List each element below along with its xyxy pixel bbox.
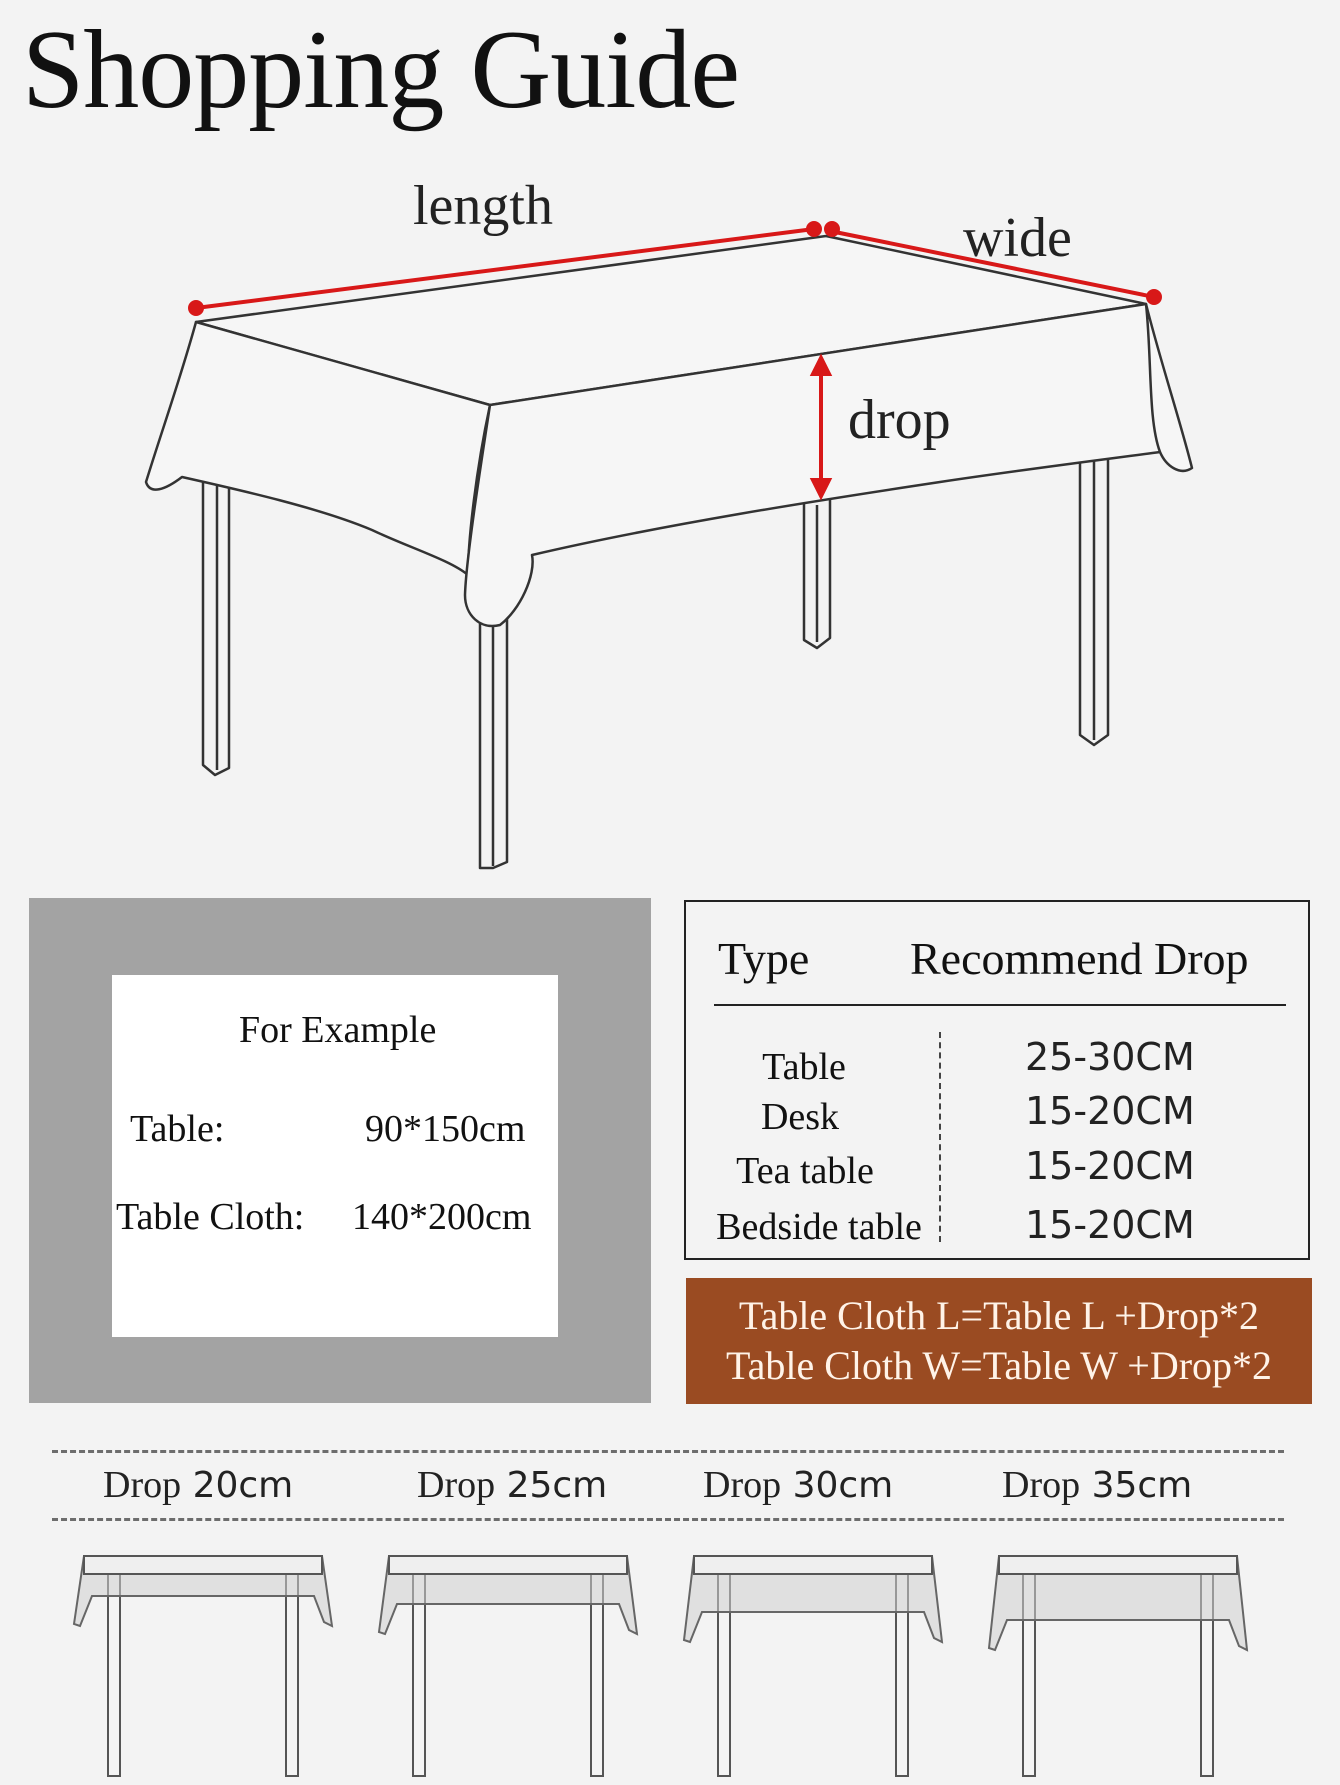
table-row-type: Desk <box>760 1096 840 1138</box>
table-top <box>84 1556 322 1574</box>
example-cloth-value: 140*200cm <box>352 1196 532 1238</box>
example-table-label: Table: <box>130 1108 225 1150</box>
table-row-type: Table <box>762 1046 846 1088</box>
table-leg <box>286 1566 298 1776</box>
table-leg <box>108 1566 120 1776</box>
length-label: length <box>413 175 553 237</box>
length-start-dot <box>190 302 202 314</box>
example-cloth-label: Table Cloth: <box>116 1196 305 1238</box>
drop-size-label <box>703 1466 893 1504</box>
example-heading: For Example <box>239 1009 437 1051</box>
page-title: Shopping Guide <box>22 8 740 132</box>
table-row-drop: 15-20CM <box>1025 1203 1195 1247</box>
wide-label: wide <box>963 207 1072 269</box>
table-top <box>389 1556 627 1574</box>
drop-size-label <box>1002 1466 1192 1504</box>
table-top <box>999 1556 1237 1574</box>
tablecloth-diagram <box>0 0 1340 880</box>
drop-word: Drop <box>1002 1464 1081 1506</box>
example-table-value: 90*150cm <box>365 1108 526 1150</box>
drop-size: 30cm <box>792 1465 894 1506</box>
table-row-type: Tea table <box>736 1150 874 1192</box>
drop-size: 25cm <box>506 1465 608 1506</box>
dashed-divider <box>52 1450 1284 1453</box>
wide-end-dot <box>1148 291 1160 303</box>
wide-start-dot <box>826 223 838 235</box>
table-row-drop: 25-30CM <box>1025 1035 1195 1079</box>
table-row-drop: 15-20CM <box>1025 1089 1195 1133</box>
drop-size: 20cm <box>192 1465 294 1506</box>
table-row-drop: 15-20CM <box>1025 1144 1195 1188</box>
drop-label: drop <box>848 389 951 451</box>
drop-examples <box>0 1540 1340 1785</box>
table-row-type: Bedside table <box>716 1206 922 1248</box>
table-top <box>694 1556 932 1574</box>
drop-size-label <box>103 1466 293 1504</box>
formula-width: Table Cloth W=Table W +Drop*2 <box>725 1343 1273 1388</box>
drop-size-label <box>417 1466 607 1504</box>
drop-word: Drop <box>703 1464 782 1506</box>
recommend-drop-column-header: Recommend Drop <box>910 933 1249 984</box>
length-end-dot <box>808 223 820 235</box>
drop-word: Drop <box>417 1464 496 1506</box>
formula-length: Table Cloth L=Table L +Drop*2 <box>738 1293 1260 1338</box>
type-column-header: Type <box>718 933 810 984</box>
dashed-divider <box>52 1518 1284 1521</box>
header-divider <box>714 1004 1286 1006</box>
drop-size: 35cm <box>1091 1465 1193 1506</box>
drop-word: Drop <box>103 1464 182 1506</box>
